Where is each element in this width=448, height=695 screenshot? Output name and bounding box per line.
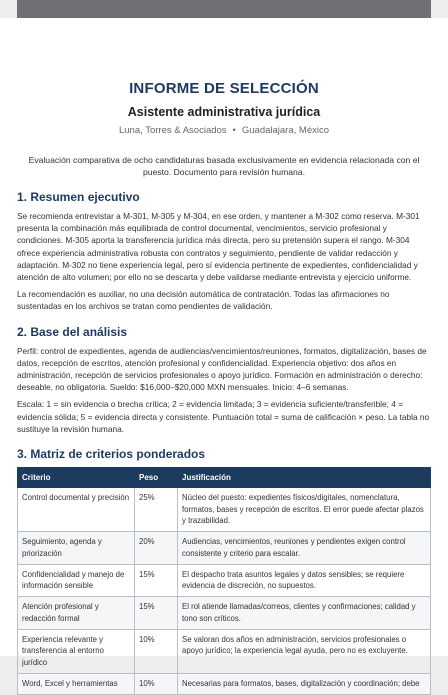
- executive-summary-paragraph-2: La recomendación es auxiliar, no una decisión automática de contratación. Todas las afirmaciones no sustentadas en los archivos se tratan como pendientes de validación.: [17, 289, 390, 312]
- section-heading-analysis-basis: 2. Base del análisis: [17, 324, 128, 339]
- header-peso: Peso: [135, 468, 178, 488]
- executive-summary-paragraph-1: Se recomienda entrevistar a M-301, M-305 y M-304, en ese orden, y mantener a M-302 como reserva. M-301 presenta la combinación más equilibrada de control documental, vencimientos, servicio profesional y condiciones. M-305 aporta la transferencia jurídica más directa, pero su pretensión supera el rango. M-304 ofrece experiencia administrativa robusta con contratos y seguimiento, pendiente de validar redacción y adaptación. M-302 no tiene experiencia legal, pero sí evidencia pertinente de expedientes, confidencialidad y atención de alto volumen; por ello no se descarta y debe validarse mediante entrevista y ejercicio uniforme.: [17, 211, 420, 283]
- cell-peso: 15%: [135, 597, 178, 630]
- cell-peso: 10%: [135, 630, 178, 674]
- bullet-separator: •: [232, 125, 236, 136]
- cell-peso: 20%: [135, 532, 178, 565]
- cell-justificacion: Núcleo del puesto: expedientes físicos/digitales, nomenclatura, formatos, bases y recepción de escritos. El error puede afectar plazos y trazabilidad.: [178, 488, 431, 532]
- table-row: [18, 564, 431, 597]
- report-title: INFORME DE SELECCIÓN: [129, 80, 319, 97]
- cell-peso: 10%: [135, 673, 178, 694]
- intro-paragraph: Evaluación comparativa de ocho candidaturas basada exclusivamente en evidencia relacionada con el puesto. Documento para revisión humana.: [28, 155, 420, 177]
- criteria-matrix-table: [17, 467, 431, 695]
- organization-location: Guadalajara, México: [241, 125, 330, 136]
- table-header-row: [18, 468, 431, 488]
- cell-criterio: Word, Excel y herramientas: [18, 673, 135, 694]
- cell-justificacion: El despacho trata asuntos legales y datos sensibles; se requiere evidencia de discreción, no supuestos.: [178, 564, 431, 597]
- cell-justificacion: El rol atiende llamadas/correos, clientes y confirmaciones; calidad y tono son críticos.: [178, 597, 431, 630]
- cell-peso: 15%: [135, 564, 178, 597]
- section-heading-criteria-matrix: 3. Matriz de criterios ponderados: [17, 447, 206, 462]
- cell-criterio: Atención profesional y redacción formal: [18, 597, 135, 630]
- cell-peso: 25%: [135, 488, 178, 532]
- cell-justificacion: Audiencias, vencimientos, reuniones y pendientes exigen control consistente y criterio para escalar.: [178, 532, 431, 565]
- top-scrollbar-strip: [17, 0, 431, 18]
- cell-justificacion: Necesarias para formatos, bases, digitalización y coordinación; debe: [178, 673, 431, 694]
- table-row: [18, 630, 431, 674]
- cell-criterio: Seguimiento, agenda y priorización: [18, 532, 135, 565]
- organization-line: [17, 125, 431, 136]
- header-justificacion: Justificación: [178, 468, 431, 488]
- table-row: [18, 673, 431, 694]
- header-criterio: Criterio: [18, 468, 135, 488]
- cell-criterio: Control documental y precisión: [18, 488, 135, 532]
- report-subtitle: Asistente administrativa jurídica: [127, 105, 321, 119]
- cell-criterio: Confidencialidad y manejo de información sensible: [18, 564, 135, 597]
- section-heading-executive-summary: 1. Resumen ejecutivo: [17, 190, 140, 204]
- table-row: [18, 488, 431, 532]
- document-page: [0, 18, 448, 688]
- cell-criterio: Experiencia relevante y transferencia al entorno jurídico: [18, 630, 135, 674]
- table-row: [18, 597, 431, 630]
- table-row: [18, 532, 431, 565]
- cell-justificacion: Se valoran dos años en administración, servicios profesionales o apoyo jurídico; la experiencia legal ayuda, pero no es excluyente.: [178, 630, 431, 674]
- analysis-basis-paragraph-1: Perfil: control de expedientes, agenda de audiencias/vencimientos/reuniones, formatos, digitalización, bases de datos, recepción de escritos, atención profesional y confidencialidad. Experiencia objetivo: dos años en administración, recepción de servicios profesionales o apoyo jurídico. Formación en administración o derecho: deseable, no obligatoria. Sueldo: $16,000–$20,000 MXN mensuales. Inicio: 4–6 semanas.: [17, 345, 427, 393]
- organization-name: Luna, Torres & Asociados: [118, 125, 227, 136]
- analysis-basis-paragraph-2: Escala: 1 = sin evidencia o brecha crítica; 2 = evidencia limitada; 3 = evidencia suficiente/transferible; 4 = evidencia sólida; 5 = evidencia directa y consistente. Puntuación total = suma de calificación × peso. La tabla no sustituye la revisión humana.: [17, 399, 430, 434]
